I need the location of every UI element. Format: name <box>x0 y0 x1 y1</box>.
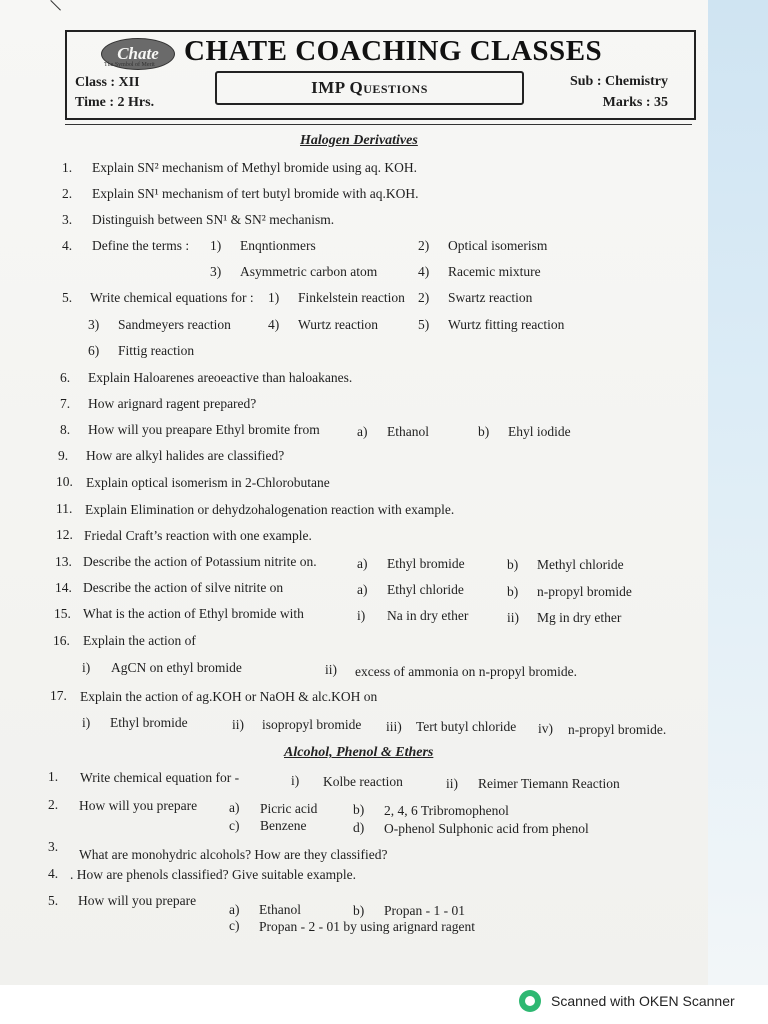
question-text: Explain SN² mechanism of Methyl bromide using aq. KOH. <box>92 160 418 175</box>
option-text: 2, 4, 6 Tribromophenol <box>384 803 509 818</box>
question-text: What is the action of Ethyl bromide with <box>83 606 304 621</box>
question-number: 3. <box>48 839 59 854</box>
question-text: Write chemical equations for : <box>90 290 254 305</box>
header-rule <box>65 124 692 125</box>
question-text: Explain Haloarenes areoeactive than haloakanes. <box>88 370 353 385</box>
option-text: Fittig reaction <box>118 343 195 358</box>
option-text: Propan - 2 - 01 by using arignard ragent <box>259 919 475 934</box>
question-text: Describe the action of silve nitrite on <box>83 580 284 595</box>
option-text: O-phenol Sulphonic acid from phenol <box>384 821 589 836</box>
option-text: Sandmeyers reaction <box>118 317 231 332</box>
question-text: Explain the action of ag.KOH or NaOH & alc.KOH on <box>80 689 378 704</box>
option-text: Asymmetric carbon atom <box>240 264 378 279</box>
question-number: 5. <box>48 893 59 908</box>
scanner-watermark <box>519 990 735 1012</box>
question-number: 9. <box>58 448 69 463</box>
section-title-halogen: Halogen Derivatives <box>300 133 418 148</box>
option-marker: 2) <box>418 238 430 253</box>
question-text: Explain optical isomerism in 2-Chlorobutane <box>86 475 330 490</box>
question-number: 3. <box>62 212 73 227</box>
question-number: 7. <box>60 396 71 411</box>
question-number: 14. <box>55 580 72 595</box>
option-text: Picric acid <box>260 801 318 816</box>
option-marker: a) <box>357 582 368 597</box>
question-text: Explain SN¹ mechanism of tert butyl bromide with aq.KOH. <box>92 186 419 201</box>
time-label: Time : 2 Hrs. <box>75 95 155 110</box>
question-text: How arignard ragent prepared? <box>88 396 257 411</box>
question-number: 10. <box>56 474 73 489</box>
question-text: How will you prepare <box>79 798 198 813</box>
header-left <box>75 73 154 113</box>
option-marker: 4) <box>418 264 430 279</box>
question-text: Explain Elimination or dehydzohalogenation reaction with example. <box>85 502 455 517</box>
option-marker: ii) <box>507 610 519 625</box>
option-marker: 6) <box>88 343 100 358</box>
option-marker: iii) <box>386 719 402 734</box>
scanner-text: Scanned with OKEN Scanner <box>551 993 735 1009</box>
org-name: CHATE COACHING CLASSES <box>184 35 603 67</box>
option-marker: a) <box>229 902 240 917</box>
question-number: 1. <box>62 160 73 175</box>
question-text: Distinguish between SN¹ & SN² mechanism. <box>92 212 335 227</box>
option-text: Wurtz fitting reaction <box>448 317 565 332</box>
option-marker: b) <box>478 424 490 439</box>
paper-title: IMP Questions <box>215 71 524 105</box>
question-text: Friedal Craft’s reaction with one example. <box>84 528 312 543</box>
option-text: n-propyl bromide. <box>568 722 667 737</box>
option-marker: a) <box>357 556 368 571</box>
option-text: Ethyl bromide <box>110 715 188 730</box>
option-marker: 2) <box>418 290 430 305</box>
background-sky <box>708 0 768 985</box>
option-text: Mg in dry ether <box>537 610 622 625</box>
option-marker: i) <box>291 773 300 788</box>
question-number: 2. <box>48 797 59 812</box>
option-marker: b) <box>353 903 365 918</box>
option-marker: ii) <box>325 662 337 677</box>
option-text: Racemic mixture <box>448 264 541 279</box>
question-text: What are monohydric alcohols? How are they classified? <box>79 847 388 862</box>
option-text: n-propyl bromide <box>537 584 632 599</box>
option-text: Tert butyl chloride <box>416 719 517 734</box>
option-text: Wurtz reaction <box>298 317 379 332</box>
class-label: Class : XII <box>75 75 140 90</box>
question-number: 4. <box>62 238 73 253</box>
option-marker: a) <box>357 424 368 439</box>
option-marker: a) <box>229 800 240 815</box>
option-text: Enqntionmers <box>240 238 316 253</box>
option-text: Propan - 1 - 01 <box>384 903 465 918</box>
option-text: Ethanol <box>387 424 429 439</box>
question-text: How will you preapare Ethyl bromite from <box>88 422 320 437</box>
option-text: Ehyl iodide <box>508 424 571 439</box>
option-text: Ethyl bromide <box>387 556 465 571</box>
subject-label: Sub : Chemistry <box>569 74 668 89</box>
option-text: Finkelstein reaction <box>298 290 405 305</box>
question-number: 6. <box>60 370 71 385</box>
option-text: Swartz reaction <box>448 290 533 305</box>
question-text: Explain the action of <box>83 633 196 648</box>
option-text: Ethyl chloride <box>387 582 464 597</box>
option-text: Ethanol <box>259 902 301 917</box>
question-text: Describe the action of Potassium nitrite on. <box>83 554 317 569</box>
option-text: Reimer Tiemann Reaction <box>478 776 620 791</box>
option-marker: ii) <box>232 717 244 732</box>
scanner-logo-icon <box>519 990 541 1012</box>
option-marker: i) <box>82 660 91 675</box>
question-text: How are alkyl halides are classified? <box>86 448 285 463</box>
question-number: 5. <box>62 290 73 305</box>
option-marker: b) <box>353 802 365 817</box>
option-text: Kolbe reaction <box>323 774 403 789</box>
option-marker: 1) <box>268 290 280 305</box>
option-marker: 3) <box>88 317 100 332</box>
question-text: Define the terms : <box>92 238 190 253</box>
option-marker: iv) <box>538 721 553 736</box>
question-text: Write chemical equation for - <box>80 770 240 785</box>
question-number: 16. <box>53 633 70 648</box>
option-marker: i) <box>357 608 366 623</box>
marks-label: Marks : 35 <box>602 95 668 110</box>
option-marker: 3) <box>210 264 222 279</box>
option-text: Optical isomerism <box>448 238 548 253</box>
question-number: 4. <box>48 866 59 881</box>
question-number: 2. <box>62 186 73 201</box>
question-number: 13. <box>55 554 72 569</box>
option-text: AgCN on ethyl bromide <box>111 660 242 675</box>
option-marker: 1) <box>210 238 222 253</box>
option-marker: ii) <box>446 776 458 791</box>
question-text: . How are phenols classified? Give suitable example. <box>70 867 357 882</box>
question-number: 1. <box>48 769 59 784</box>
question-number: 12. <box>56 527 73 542</box>
option-marker: d) <box>353 820 365 835</box>
option-marker: i) <box>82 715 91 730</box>
option-text: Na in dry ether <box>387 608 469 623</box>
option-marker: c) <box>229 918 240 933</box>
option-marker: c) <box>229 818 240 833</box>
question-number: 17. <box>50 688 67 703</box>
logo-tagline: The Symbol of Merit <box>104 62 155 68</box>
section-title-alcohol: Alcohol, Phenol & Ethers <box>284 745 434 760</box>
option-text: isopropyl bromide <box>262 717 362 732</box>
question-text: How will you prepare <box>78 893 197 908</box>
option-marker: 4) <box>268 317 280 332</box>
option-text: Methyl chloride <box>537 557 624 572</box>
option-marker: b) <box>507 557 519 572</box>
question-number: 15. <box>54 606 71 621</box>
option-text: excess of ammonia on n-propyl bromide. <box>355 664 577 679</box>
question-number: 11. <box>56 501 73 516</box>
option-text: Benzene <box>260 818 307 833</box>
chate-logo: Chate <box>101 38 175 70</box>
header-right <box>570 71 668 113</box>
option-marker: b) <box>507 584 519 599</box>
question-number: 8. <box>60 422 71 437</box>
option-marker: 5) <box>418 317 430 332</box>
